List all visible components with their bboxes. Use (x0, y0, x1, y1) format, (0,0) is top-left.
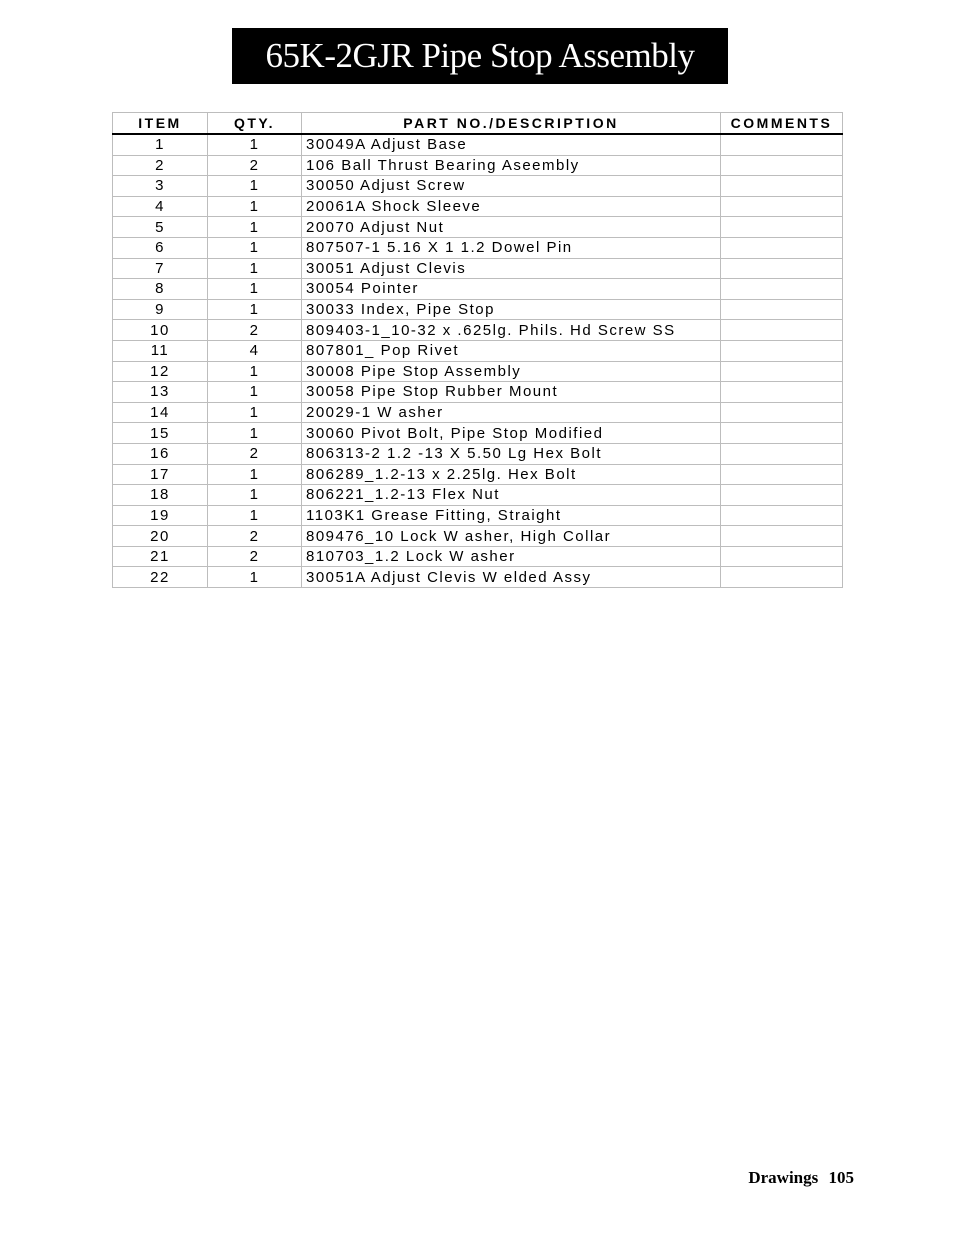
cell-comments (721, 505, 843, 526)
cell-qty: 1 (208, 423, 302, 444)
cell-item: 13 (113, 382, 208, 403)
cell-description: 809403-1_10-32 x .625lg. Phils. Hd Screw SS (302, 320, 721, 341)
cell-qty: 2 (208, 320, 302, 341)
cell-item: 2 (113, 155, 208, 176)
cell-description: 30051 Adjust Clevis (302, 258, 721, 279)
cell-description: 30033 Index, Pipe Stop (302, 299, 721, 320)
cell-qty: 1 (208, 258, 302, 279)
table-row (113, 464, 843, 485)
cell-item: 11 (113, 340, 208, 361)
cell-item: 6 (113, 237, 208, 258)
table-row (113, 402, 843, 423)
table-row (113, 526, 843, 547)
table-row (113, 258, 843, 279)
table-row (113, 176, 843, 197)
cell-description: 30054 Pointer (302, 279, 721, 300)
cell-description: 30049A Adjust Base (302, 134, 721, 155)
table-row (113, 320, 843, 341)
cell-item: 21 (113, 546, 208, 567)
cell-item: 22 (113, 567, 208, 588)
cell-qty: 1 (208, 299, 302, 320)
cell-qty: 1 (208, 382, 302, 403)
cell-comments (721, 279, 843, 300)
table-row (113, 505, 843, 526)
table-row (113, 340, 843, 361)
cell-comments (721, 299, 843, 320)
cell-description: 1103K1 Grease Fitting, Straight (302, 505, 721, 526)
table-row (113, 485, 843, 506)
cell-qty: 1 (208, 196, 302, 217)
parts-table (112, 112, 843, 588)
cell-description: 20029-1 W asher (302, 402, 721, 423)
footer-page-number: 105 (828, 1168, 854, 1187)
cell-qty: 2 (208, 155, 302, 176)
cell-comments (721, 258, 843, 279)
cell-description: 20061A Shock Sleeve (302, 196, 721, 217)
table-row (113, 155, 843, 176)
cell-comments (721, 402, 843, 423)
cell-description: 30058 Pipe Stop Rubber Mount (302, 382, 721, 403)
parts-table-body (113, 134, 843, 588)
table-row (113, 237, 843, 258)
table-row (113, 279, 843, 300)
header-qty: QTY. (208, 113, 302, 135)
table-row (113, 299, 843, 320)
cell-item: 10 (113, 320, 208, 341)
cell-description: 810703_1.2 Lock W asher (302, 546, 721, 567)
cell-description: 806221_1.2-13 Flex Nut (302, 485, 721, 506)
cell-description: 30008 Pipe Stop Assembly (302, 361, 721, 382)
header-item: ITEM (113, 113, 208, 135)
cell-item: 5 (113, 217, 208, 238)
cell-description: 807801_ Pop Rivet (302, 340, 721, 361)
cell-qty: 1 (208, 176, 302, 197)
cell-qty: 1 (208, 361, 302, 382)
cell-comments (721, 546, 843, 567)
cell-qty: 4 (208, 340, 302, 361)
cell-description: 30051A Adjust Clevis W elded Assy (302, 567, 721, 588)
cell-comments (721, 423, 843, 444)
cell-comments (721, 237, 843, 258)
cell-item: 20 (113, 526, 208, 547)
table-row (113, 443, 843, 464)
cell-item: 17 (113, 464, 208, 485)
cell-description: 806289_1.2-13 x 2.25lg. Hex Bolt (302, 464, 721, 485)
cell-description: 807507-1 5.16 X 1 1.2 Dowel Pin (302, 237, 721, 258)
cell-comments (721, 155, 843, 176)
table-row (113, 546, 843, 567)
cell-description: 20070 Adjust Nut (302, 217, 721, 238)
cell-description: 106 Ball Thrust Bearing Aseembly (302, 155, 721, 176)
cell-comments (721, 382, 843, 403)
cell-comments (721, 443, 843, 464)
cell-comments (721, 567, 843, 588)
cell-qty: 1 (208, 237, 302, 258)
cell-qty: 1 (208, 505, 302, 526)
cell-comments (721, 361, 843, 382)
table-row (113, 217, 843, 238)
footer-section: Drawings (748, 1168, 819, 1187)
table-row (113, 134, 843, 155)
cell-item: 7 (113, 258, 208, 279)
cell-item: 18 (113, 485, 208, 506)
cell-item: 4 (113, 196, 208, 217)
parts-table-header-row (113, 113, 843, 135)
cell-comments (721, 196, 843, 217)
cell-comments (721, 340, 843, 361)
cell-qty: 2 (208, 526, 302, 547)
cell-comments (721, 134, 843, 155)
cell-qty: 1 (208, 134, 302, 155)
cell-qty: 1 (208, 217, 302, 238)
cell-qty: 2 (208, 443, 302, 464)
cell-item: 19 (113, 505, 208, 526)
table-row (113, 382, 843, 403)
header-comments: COMMENTS (721, 113, 843, 135)
page-footer (748, 1168, 854, 1188)
cell-item: 1 (113, 134, 208, 155)
table-row (113, 423, 843, 444)
header-description: PART NO./DESCRIPTION (302, 113, 721, 135)
cell-description: 806313-2 1.2 -13 X 5.50 Lg Hex Bolt (302, 443, 721, 464)
cell-item: 8 (113, 279, 208, 300)
cell-qty: 1 (208, 279, 302, 300)
cell-item: 16 (113, 443, 208, 464)
page-title: 65K-2GJR Pipe Stop Assembly (232, 28, 728, 84)
cell-item: 3 (113, 176, 208, 197)
table-row (113, 196, 843, 217)
cell-description: 30050 Adjust Screw (302, 176, 721, 197)
cell-comments (721, 485, 843, 506)
cell-qty: 1 (208, 485, 302, 506)
cell-comments (721, 320, 843, 341)
table-row (113, 361, 843, 382)
cell-qty: 2 (208, 546, 302, 567)
cell-comments (721, 464, 843, 485)
cell-item: 12 (113, 361, 208, 382)
cell-item: 15 (113, 423, 208, 444)
cell-item: 14 (113, 402, 208, 423)
cell-qty: 1 (208, 464, 302, 485)
cell-item: 9 (113, 299, 208, 320)
cell-comments (721, 176, 843, 197)
cell-description: 809476_10 Lock W asher, High Collar (302, 526, 721, 547)
cell-qty: 1 (208, 402, 302, 423)
table-row (113, 567, 843, 588)
cell-description: 30060 Pivot Bolt, Pipe Stop Modified (302, 423, 721, 444)
cell-comments (721, 217, 843, 238)
cell-qty: 1 (208, 567, 302, 588)
cell-comments (721, 526, 843, 547)
